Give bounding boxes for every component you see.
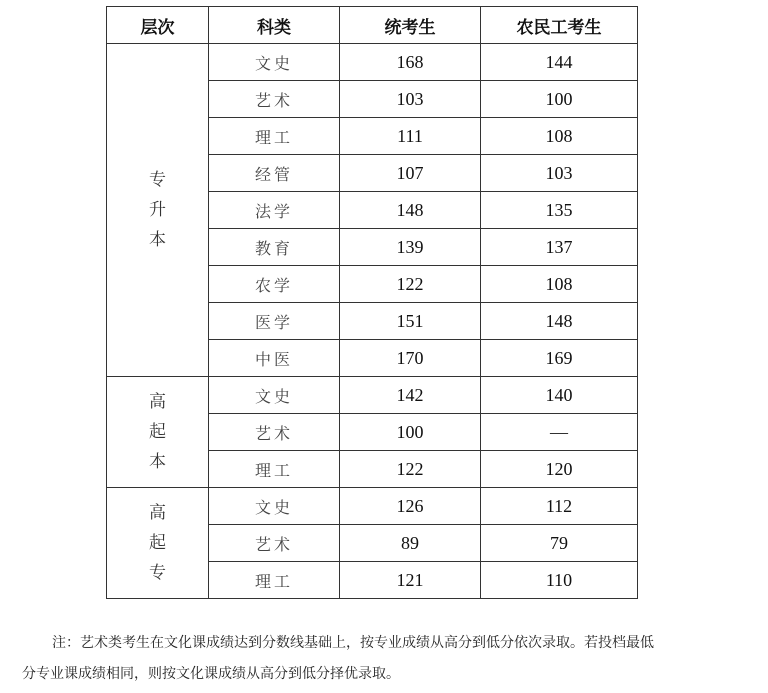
regular-score: 148 [340,192,481,229]
migrant-score: 112 [481,488,638,525]
header-migrant: 农民工考生 [481,7,638,44]
header-row [107,7,638,44]
regular-score: 142 [340,377,481,414]
level-char: 本 [149,230,166,250]
migrant-score: 144 [481,44,638,81]
migrant-score: 135 [481,192,638,229]
level-cell-gqz [107,488,209,599]
regular-score: 151 [340,303,481,340]
header-regular: 统考生 [340,7,481,44]
level-cell-gqb [107,377,209,488]
subject-cell: 教育 [209,229,340,266]
table-row [107,377,638,414]
migrant-score: 120 [481,451,638,488]
subject-cell: 艺术 [209,81,340,118]
level-char: 高 [149,503,166,523]
subject-cell: 医学 [209,303,340,340]
migrant-score: 110 [481,562,638,599]
regular-score: 89 [340,525,481,562]
footnote [22,628,752,690]
subject-cell: 文史 [209,377,340,414]
subject-cell: 农学 [209,266,340,303]
subject-cell: 经管 [209,155,340,192]
migrant-score: 148 [481,303,638,340]
subject-cell: 艺术 [209,525,340,562]
regular-score: 139 [340,229,481,266]
level-char: 升 [149,200,166,220]
regular-score: 111 [340,118,481,155]
migrant-score: 140 [481,377,638,414]
migrant-score: 108 [481,266,638,303]
regular-score: 126 [340,488,481,525]
header-level: 层次 [107,7,209,44]
regular-score: 121 [340,562,481,599]
level-char: 起 [149,533,166,553]
level-char: 高 [149,392,166,412]
subject-cell: 理工 [209,562,340,599]
subject-cell: 艺术 [209,414,340,451]
footnote-line-2: 分专业课成绩相同，则按文化课成绩从高分到低分择优录取。 [22,666,400,682]
table-row [107,44,638,81]
migrant-score: 79 [481,525,638,562]
regular-score: 170 [340,340,481,377]
regular-score: 168 [340,44,481,81]
migrant-score: 100 [481,81,638,118]
footnote-line-1: 注：艺术类考生在文化课成绩达到分数线基础上，按专业成绩从高分到低分依次录取。若投档最低 [52,635,654,651]
regular-score: 122 [340,266,481,303]
level-char: 专 [149,170,166,190]
migrant-score: — [481,414,638,451]
table-row [107,488,638,525]
subject-cell: 中医 [209,340,340,377]
level-char: 本 [149,452,166,472]
subject-cell: 法学 [209,192,340,229]
regular-score: 103 [340,81,481,118]
subject-cell: 理工 [209,451,340,488]
migrant-score: 169 [481,340,638,377]
subject-cell: 理工 [209,118,340,155]
regular-score: 122 [340,451,481,488]
migrant-score: 103 [481,155,638,192]
level-cell-zsb [107,44,209,377]
level-char: 专 [149,563,166,583]
score-table [106,6,638,599]
regular-score: 100 [340,414,481,451]
header-subject: 科类 [209,7,340,44]
migrant-score: 108 [481,118,638,155]
regular-score: 107 [340,155,481,192]
subject-cell: 文史 [209,44,340,81]
subject-cell: 文史 [209,488,340,525]
level-char: 起 [149,422,166,442]
migrant-score: 137 [481,229,638,266]
